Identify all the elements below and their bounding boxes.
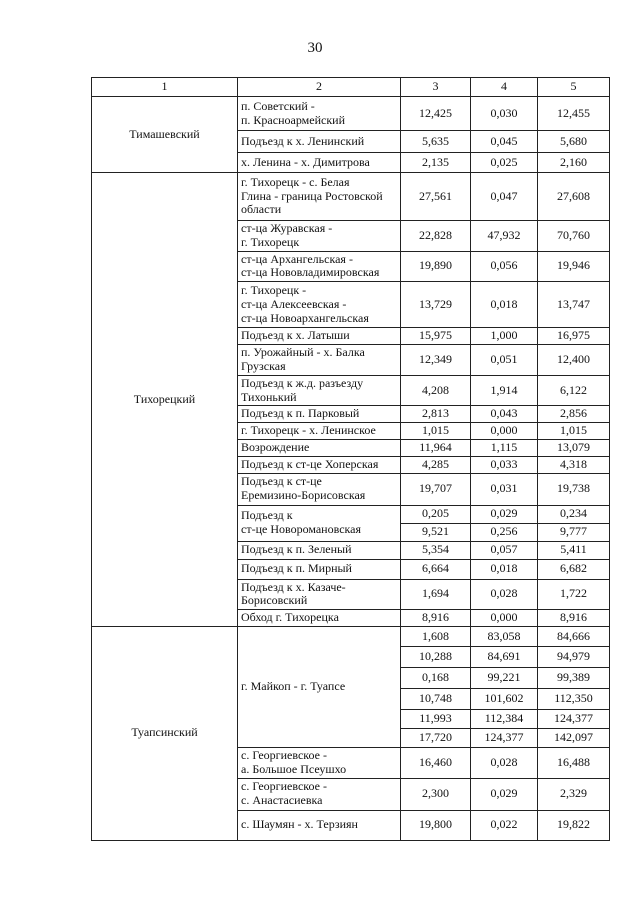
value-cell: 19,800 — [401, 810, 471, 840]
value-cell: 1,115 — [471, 439, 538, 456]
road-name-cell: Подъезд к ж.д. разъезду Тихонький — [238, 375, 401, 406]
value-cell: 124,377 — [538, 709, 610, 728]
value-cell: 0,000 — [471, 610, 538, 627]
value-cell: 13,079 — [538, 439, 610, 456]
value-cell: 0,029 — [471, 505, 538, 523]
value-cell: 4,208 — [401, 375, 471, 406]
value-cell: 0,018 — [471, 282, 538, 328]
value-cell: 10,288 — [401, 646, 471, 667]
table-row — [92, 173, 610, 221]
value-cell: 84,666 — [538, 626, 610, 646]
value-cell: 16,460 — [401, 747, 471, 778]
value-cell: 84,691 — [471, 646, 538, 667]
value-cell: 4,285 — [401, 456, 471, 473]
value-cell: 0,056 — [471, 251, 538, 282]
value-cell: 124,377 — [471, 728, 538, 747]
value-cell: 22,828 — [401, 221, 471, 252]
value-cell: 1,914 — [471, 375, 538, 406]
value-cell: 19,707 — [401, 473, 471, 505]
value-cell: 5,411 — [538, 541, 610, 559]
value-cell: 0,031 — [471, 473, 538, 505]
value-cell: 1,015 — [538, 423, 610, 440]
value-cell: 0,033 — [471, 456, 538, 473]
col-header: 4 — [471, 78, 538, 97]
value-cell: 2,135 — [401, 153, 471, 173]
value-cell: 27,608 — [538, 173, 610, 221]
value-cell: 0,234 — [538, 505, 610, 523]
value-cell: 1,000 — [471, 328, 538, 345]
road-name-cell: с. Шаумян - х. Терзиян — [238, 810, 401, 840]
value-cell: 8,916 — [538, 610, 610, 627]
value-cell: 13,747 — [538, 282, 610, 328]
value-cell: 112,384 — [471, 709, 538, 728]
page-number: 30 — [307, 40, 323, 56]
district-cell: Туапсинский — [92, 626, 238, 840]
value-cell: 4,318 — [538, 456, 610, 473]
value-cell: 0,168 — [401, 667, 471, 688]
header-row — [92, 78, 610, 97]
value-cell: 8,916 — [401, 610, 471, 627]
value-cell: 0,256 — [471, 523, 538, 541]
road-name-cell: с. Георгиевское - а. Большое Псеушхо — [238, 747, 401, 778]
road-name-cell: г. Тихорецк - ст-ца Алексеевская - ст-ца Новоархангельская — [238, 282, 401, 328]
road-name-cell: ст-ца Журавская - г. Тихорецк — [238, 221, 401, 252]
value-cell: 12,425 — [401, 97, 471, 131]
road-name-cell: п. Советский - п. Красноармейский — [238, 97, 401, 131]
value-cell: 47,932 — [471, 221, 538, 252]
value-cell: 1,722 — [538, 579, 610, 610]
col-header: 1 — [92, 78, 238, 97]
value-cell: 9,777 — [538, 523, 610, 541]
value-cell: 5,680 — [538, 131, 610, 153]
value-cell: 6,122 — [538, 375, 610, 406]
value-cell: 11,993 — [401, 709, 471, 728]
value-cell: 6,682 — [538, 559, 610, 579]
value-cell: 9,521 — [401, 523, 471, 541]
road-name-cell: п. Урожайный - х. Балка Грузская — [238, 345, 401, 376]
value-cell: 12,349 — [401, 345, 471, 376]
roads-table — [91, 77, 610, 841]
value-cell: 27,561 — [401, 173, 471, 221]
road-name-cell: Возрождение — [238, 439, 401, 456]
value-cell: 19,822 — [538, 810, 610, 840]
value-cell: 1,694 — [401, 579, 471, 610]
value-cell: 0,022 — [471, 810, 538, 840]
value-cell: 19,738 — [538, 473, 610, 505]
value-cell: 10,748 — [401, 688, 471, 709]
value-cell: 2,856 — [538, 406, 610, 423]
value-cell: 99,389 — [538, 667, 610, 688]
road-name-cell: с. Георгиевское - с. Анастасиевка — [238, 778, 401, 810]
road-name-cell: Подъезд к п. Мирный — [238, 559, 401, 579]
road-name-cell: г. Майкоп - г. Туапсе — [238, 626, 401, 747]
value-cell: 94,979 — [538, 646, 610, 667]
value-cell: 2,160 — [538, 153, 610, 173]
value-cell: 11,964 — [401, 439, 471, 456]
value-cell: 2,329 — [538, 778, 610, 810]
value-cell: 0,030 — [471, 97, 538, 131]
value-cell: 0,018 — [471, 559, 538, 579]
col-header: 5 — [538, 78, 610, 97]
value-cell: 15,975 — [401, 328, 471, 345]
value-cell: 17,720 — [401, 728, 471, 747]
road-name-cell: Подъезд к ст-це Еремизино-Борисовская — [238, 473, 401, 505]
value-cell: 83,058 — [471, 626, 538, 646]
road-name-cell: Подъезд к х. Ленинский — [238, 131, 401, 153]
road-name-cell: Обход г. Тихорецка — [238, 610, 401, 627]
value-cell: 0,028 — [471, 747, 538, 778]
value-cell: 6,664 — [401, 559, 471, 579]
road-name-cell: х. Ленина - х. Димитрова — [238, 153, 401, 173]
value-cell: 5,354 — [401, 541, 471, 559]
value-cell: 13,729 — [401, 282, 471, 328]
value-cell: 70,760 — [538, 221, 610, 252]
value-cell: 5,635 — [401, 131, 471, 153]
road-name-cell: г. Тихорецк - х. Ленинское — [238, 423, 401, 440]
value-cell: 0,043 — [471, 406, 538, 423]
value-cell: 0,045 — [471, 131, 538, 153]
value-cell: 0,051 — [471, 345, 538, 376]
table-row — [92, 626, 610, 646]
district-cell: Тихорецкий — [92, 173, 238, 627]
value-cell: 12,455 — [538, 97, 610, 131]
value-cell: 0,047 — [471, 173, 538, 221]
col-header: 2 — [238, 78, 401, 97]
value-cell: 0,057 — [471, 541, 538, 559]
col-header: 3 — [401, 78, 471, 97]
value-cell: 142,097 — [538, 728, 610, 747]
road-name-cell: Подъезд к х. Казаче- Борисовский — [238, 579, 401, 610]
value-cell: 0,025 — [471, 153, 538, 173]
value-cell: 0,205 — [401, 505, 471, 523]
table-row — [92, 97, 610, 131]
value-cell: 0,028 — [471, 579, 538, 610]
value-cell: 19,890 — [401, 251, 471, 282]
road-name-cell: Подъезд к х. Латыши — [238, 328, 401, 345]
road-name-cell: ст-ца Архангельская - ст-ца Нововладимировская — [238, 251, 401, 282]
road-name-cell: Подъезд к ст-це Новоромановская — [238, 505, 401, 541]
value-cell: 19,946 — [538, 251, 610, 282]
road-name-cell: Подъезд к п. Парковый — [238, 406, 401, 423]
value-cell: 2,300 — [401, 778, 471, 810]
value-cell: 16,488 — [538, 747, 610, 778]
value-cell: 1,015 — [401, 423, 471, 440]
district-cell: Тимашевский — [92, 97, 238, 173]
value-cell: 16,975 — [538, 328, 610, 345]
value-cell: 1,608 — [401, 626, 471, 646]
value-cell: 0,029 — [471, 778, 538, 810]
value-cell: 112,350 — [538, 688, 610, 709]
road-name-cell: Подъезд к ст-це Хоперская — [238, 456, 401, 473]
value-cell: 101,602 — [471, 688, 538, 709]
road-name-cell: г. Тихорецк - с. Белая Глина - граница Ростовской области — [238, 173, 401, 221]
road-name-cell: Подъезд к п. Зеленый — [238, 541, 401, 559]
value-cell: 12,400 — [538, 345, 610, 376]
value-cell: 0,000 — [471, 423, 538, 440]
value-cell: 99,221 — [471, 667, 538, 688]
value-cell: 2,813 — [401, 406, 471, 423]
